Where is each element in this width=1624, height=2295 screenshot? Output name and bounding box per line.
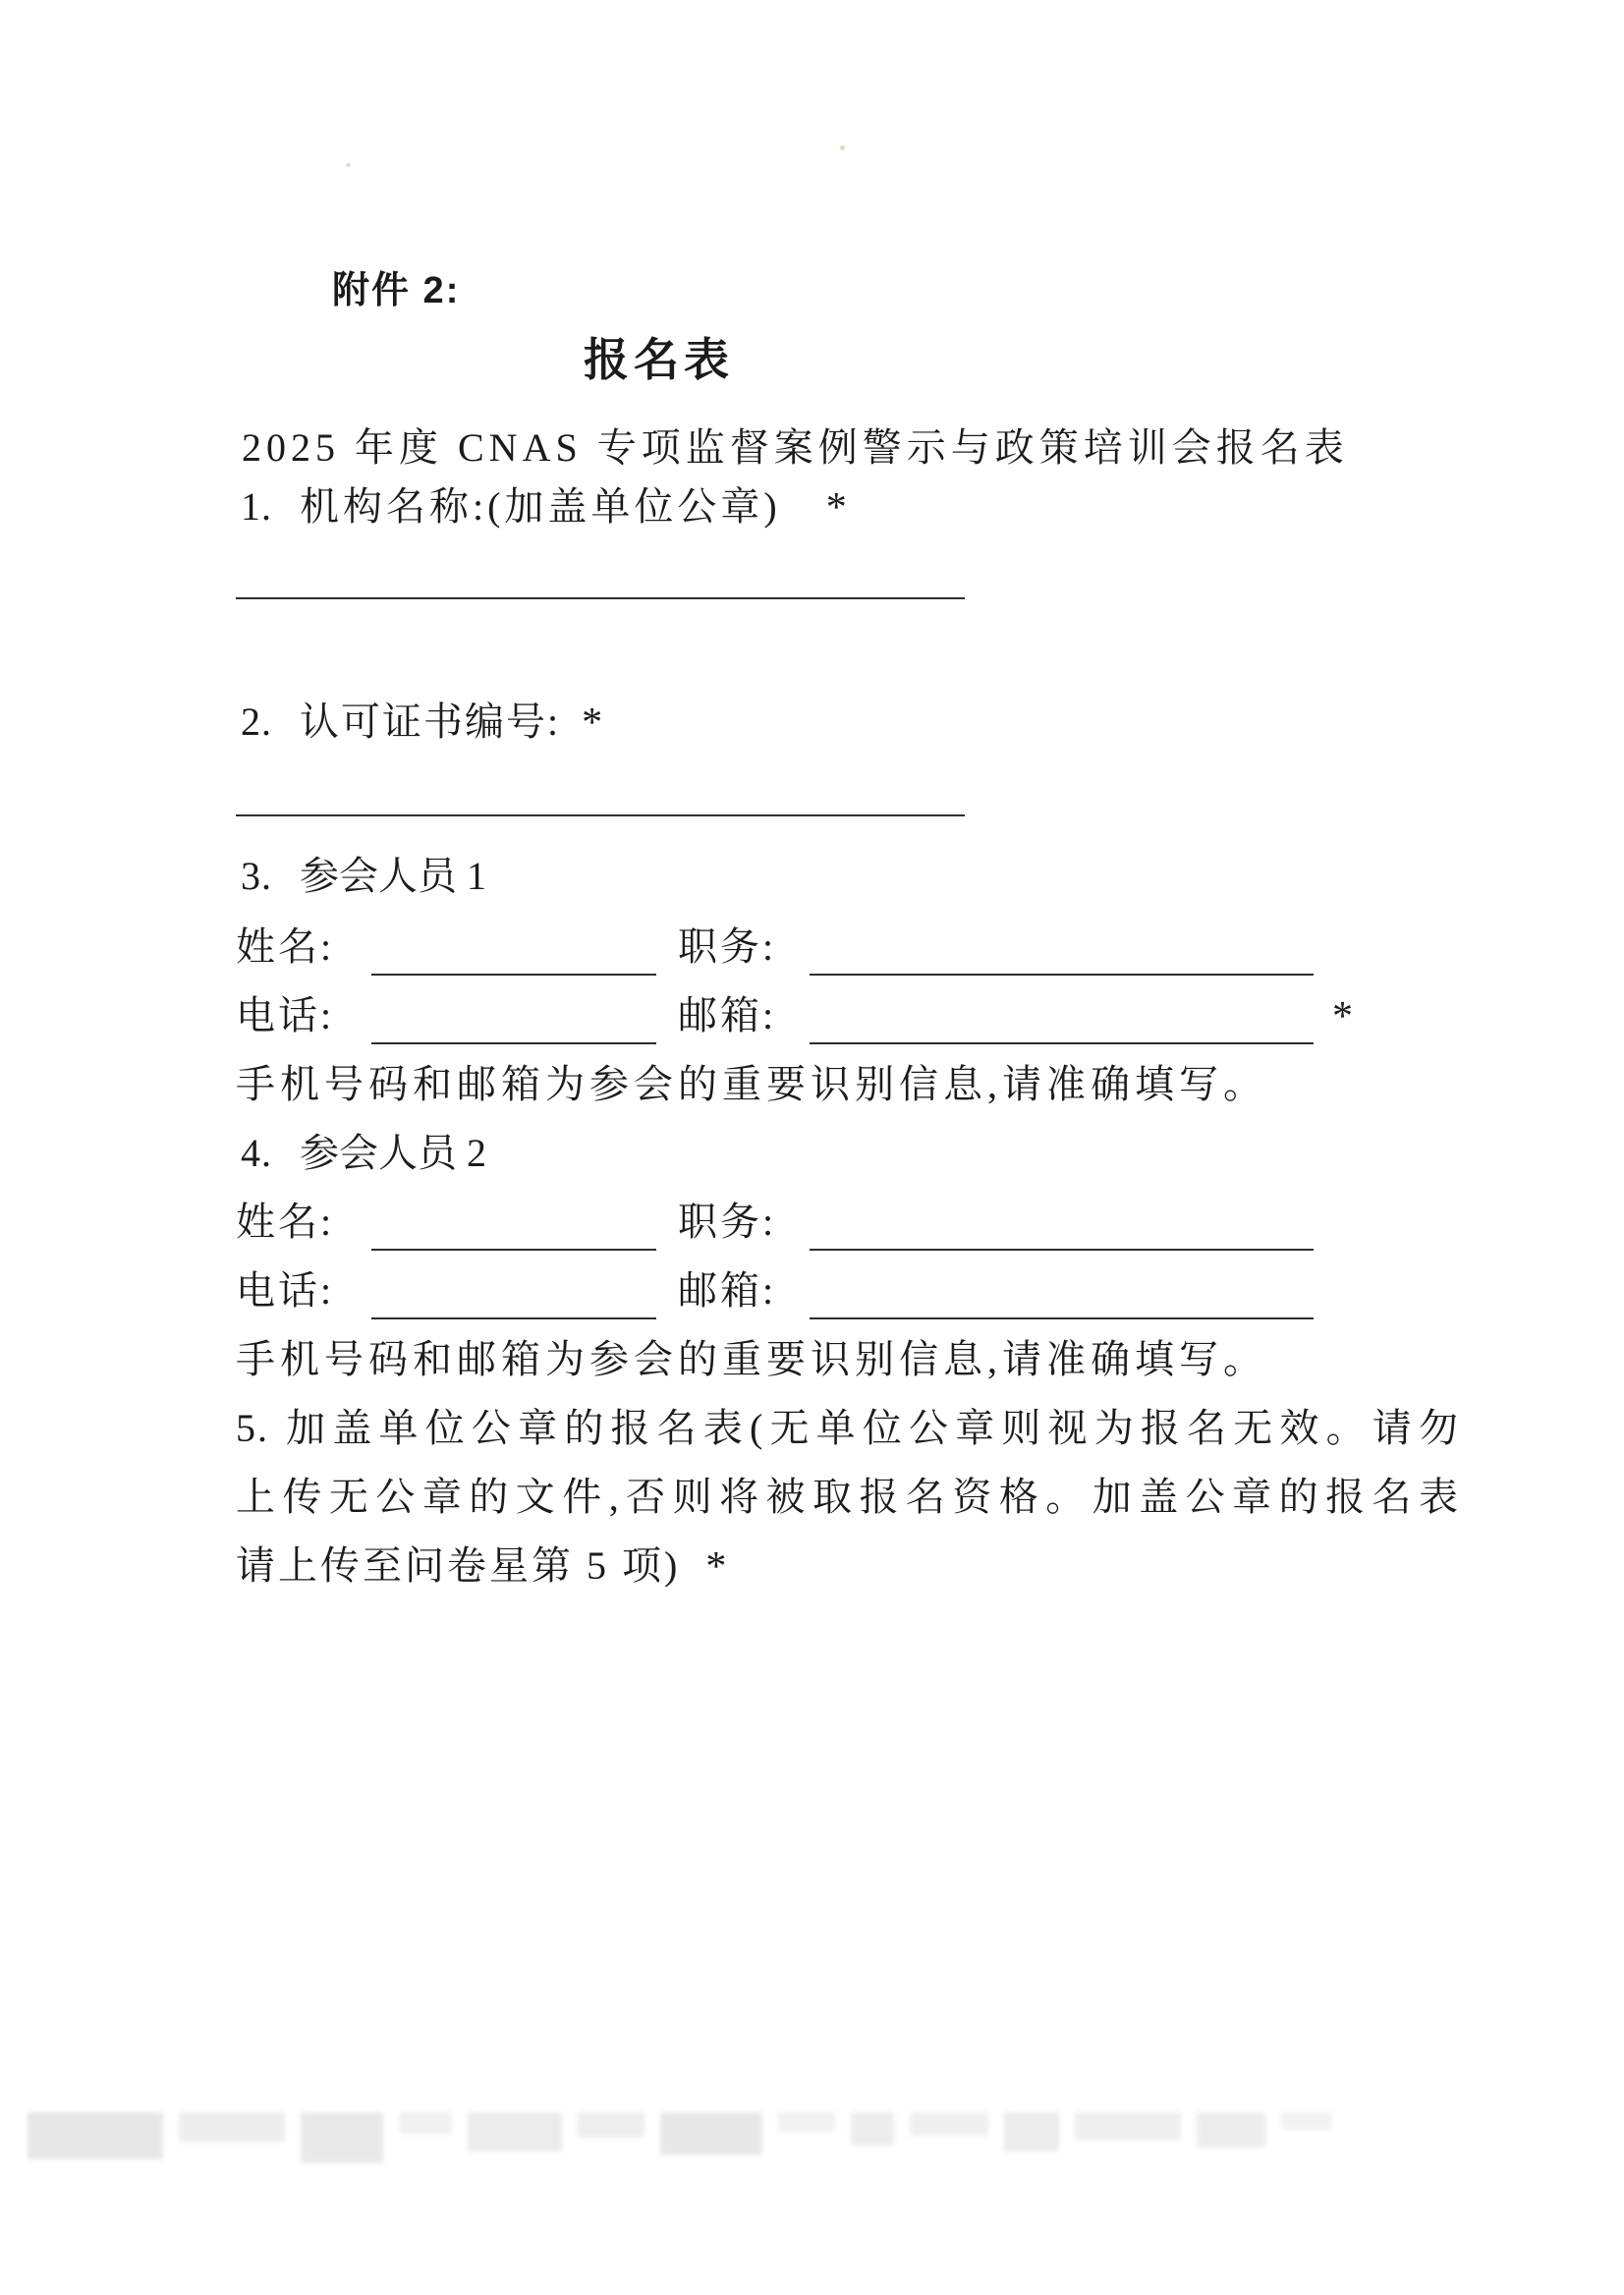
person-2-email-label: 邮箱:	[678, 1268, 777, 1313]
person-2-heading	[241, 1132, 486, 1176]
attachment-label: 附件 2:	[332, 270, 461, 311]
person-1-heading	[241, 855, 486, 899]
person-2-phone-label: 电话:	[236, 1268, 335, 1313]
required-asterisk: *	[705, 1544, 727, 1590]
person-1-jobtitle-label: 职务:	[678, 924, 777, 969]
required-asterisk: *	[1332, 994, 1353, 1039]
item-4-number: 4.	[241, 1131, 272, 1175]
person-2-note: 手机号码和邮箱为参会的重要识别信息,请准确填写。	[236, 1337, 1267, 1381]
item-5-line-1: 5. 加盖单位公章的报名表(无单位公章则视为报名无效。请勿	[236, 1406, 1460, 1450]
person-2-title: 参会人员 2	[300, 1131, 486, 1175]
item-2-number: 2.	[241, 700, 272, 744]
person-1-phone-label: 电话:	[236, 993, 335, 1037]
person-1-title: 参会人员 1	[300, 854, 486, 898]
item-5-line-2: 上传无公章的文件,否则将被取报名资格。加盖公章的报名表	[236, 1475, 1460, 1519]
item-3-number: 3.	[241, 854, 272, 898]
person-2-jobtitle-fill-line	[810, 1249, 1314, 1251]
person-1-phone-fill-line	[371, 1042, 656, 1044]
person-2-email-fill-line	[810, 1317, 1314, 1319]
person-1-jobtitle-fill-line	[810, 974, 1314, 976]
person-2-phone-fill-line	[371, 1317, 656, 1319]
item-5-line-3-row	[236, 1544, 726, 1591]
scan-speck	[346, 163, 351, 167]
org-name-fill-line	[236, 597, 965, 599]
scan-speck	[840, 145, 845, 150]
person-1-name-label: 姓名:	[236, 924, 335, 969]
item-2-row	[241, 700, 602, 747]
item-1-row	[241, 485, 847, 532]
required-asterisk: *	[825, 485, 847, 531]
form-title: 报名表	[584, 334, 734, 385]
person-1-email-label: 邮箱:	[678, 993, 777, 1037]
certificate-number-label: 认可证书编号:	[300, 700, 561, 744]
person-2-name-label: 姓名:	[236, 1200, 335, 1244]
org-name-label: 机构名称:(加盖单位公章)	[300, 484, 781, 529]
scan-bleedthrough-artifacts	[28, 2112, 1521, 2177]
certificate-number-fill-line	[236, 814, 965, 816]
person-2-jobtitle-label: 职务:	[678, 1200, 777, 1244]
person-2-name-fill-line	[371, 1249, 656, 1251]
item-5-line-3: 请上传至问卷星第 5 项)	[236, 1543, 681, 1588]
required-asterisk: *	[582, 700, 603, 746]
person-1-note: 手机号码和邮箱为参会的重要识别信息,请准确填写。	[236, 1062, 1267, 1106]
person-1-name-fill-line	[371, 974, 656, 976]
item-1-number: 1.	[241, 484, 272, 529]
person-1-email-fill-line	[810, 1042, 1314, 1044]
form-subtitle: 2025 年度 CNAS 专项监督案例警示与政策培训会报名表	[242, 425, 1349, 470]
